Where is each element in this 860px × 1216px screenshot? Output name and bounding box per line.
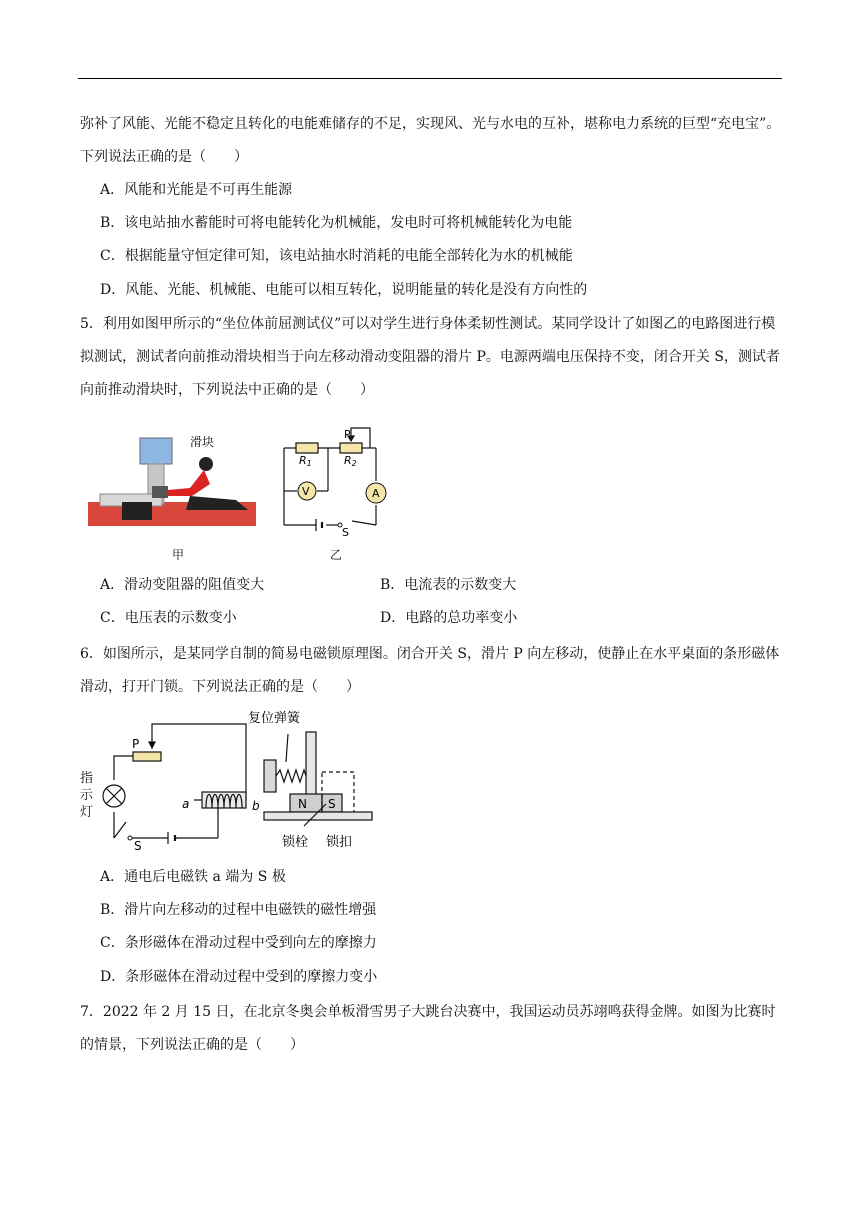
resistor-r2 [340,443,362,453]
q5-stem: 5．利用如图甲所示的“坐位体前屈测试仪”可以对学生进行身体柔韧性测试。某同学设计了如图乙的电路图进行模拟测试，测试者向前推动滑块相当于向左移动滑动变阻器的滑片 P。电源两端电压保持不变，闭合开关 S，测试者向前推动滑块时，下列说法中正确的是（ ） [80,316,780,398]
magnet-s-label: S [328,797,336,811]
q4-stem: 弥补了风能、光能不稳定且转化的电能难储存的不足，实现风、光与水电的互补，堪称电力系统的巨型“充电宝”。下列说法正确的是（ ） [80,116,781,165]
q4-option-c: C．根据能量守恒定律可知，该电站抽水时消耗的电能全部转化为水的机械能 [100,248,573,264]
q6-figure [78,704,378,854]
q4-option-b: B．该电站抽水蓄能时可将电能转化为机械能，发电时可将机械能转化为电能 [100,215,573,231]
q4-option-d: D．风能、光能、机械能、电能可以相互转化，说明能量的转化是没有方向性的 [100,282,588,298]
r2-label: R2 [344,454,357,468]
q5-caption-jia: 甲 [172,548,185,562]
q5-figure-yi [278,426,398,536]
base [122,502,152,520]
door-plate [306,732,316,798]
torso [168,470,210,496]
header-rule [78,78,782,79]
spring-mount [264,760,276,792]
q6-option-c: C．条形磁体在滑动过程中受到向左的摩擦力 [100,935,377,951]
coil-end-b: b [252,799,260,813]
r1-label: R1 [299,454,312,468]
spring-label: 复位弹簧 [248,711,301,726]
bolt-label: 锁栓 [282,835,309,850]
slider-block [152,486,168,498]
magnet-n-label: N [298,797,307,811]
legs [186,496,248,510]
q5-figure-jia [86,418,258,530]
slider-p-label: P [132,737,140,751]
latch-label: 锁扣 [326,835,353,850]
q6-option-b: B．滑片向左移动的过程中电磁铁的磁性增强 [100,902,377,918]
q5-option-c: C．电压表的示数变小 [100,610,237,626]
q5-option-d: D．电路的总功率变小 [380,610,518,626]
q6-option-d: D．条形磁体在滑动过程中受到的摩擦力变小 [100,969,378,985]
switch-label: S [342,526,349,536]
slider-rheostat [133,752,161,761]
q5-caption-yi: 乙 [330,548,343,562]
switch-label: S [134,839,142,853]
slider-label: 滑块 [190,435,215,449]
q5-option-b: B．电流表的示数变大 [380,577,517,593]
q5-option-a: A．滑动变阻器的阻值变大 [100,577,265,593]
resistor-r1 [296,443,318,453]
q6-stem: 6．如图所示，是某同学自制的简易电磁锁原理图。闭合开关 S，滑片 P 向左移动，使静止在水平桌面的条形磁体滑动，打开门锁。下列说法正确的是（ ） [80,646,780,695]
indicator-lamp-label: 指示灯 [80,771,94,820]
table-surface [264,812,372,820]
coil-end-a: a [182,797,190,811]
q4-option-a: A．风能和光能是不可再生能源 [100,182,293,198]
slider-p-label: P [344,428,351,441]
head [199,457,213,471]
q7-stem: 7．2022 年 2 月 15 日，在北京冬奥会单板滑雪男子大跳台决赛中，我国运动员苏翊鸣获得金牌。如图为比赛时的情景，下列说法正确的是（ ） [80,1004,776,1053]
ammeter-label: A [372,487,380,500]
monitor [140,438,172,464]
voltmeter-label: V [302,485,310,498]
q6-option-a: A．通电后电磁铁 a 端为 S 极 [100,869,286,885]
